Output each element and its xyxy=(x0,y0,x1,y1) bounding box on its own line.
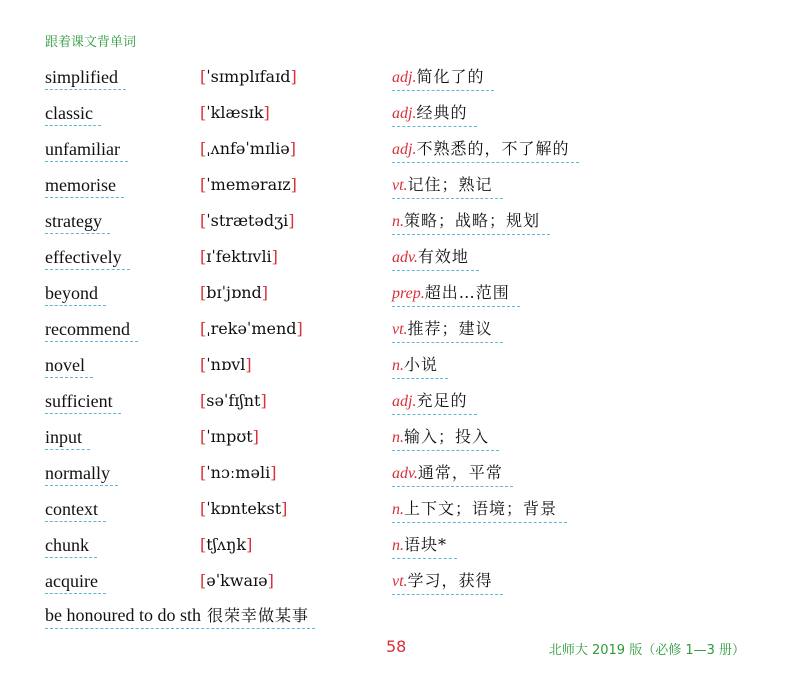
vocab-phonetic xyxy=(200,65,297,89)
vocab-row xyxy=(0,101,787,127)
phonetic-text: ˈsɪmplɪfaɪd xyxy=(206,67,291,86)
bracket-left: [ xyxy=(200,211,207,230)
vocab-phonetic xyxy=(200,461,276,485)
vocab-phonetic xyxy=(200,533,252,557)
vocab-meaning xyxy=(392,173,503,199)
vocab-word: recommend xyxy=(45,317,138,342)
vocab-meaning xyxy=(392,209,550,235)
meaning-text: 通常，平常 xyxy=(417,463,503,482)
bracket-left: [ xyxy=(200,571,207,590)
phonetic-text: səˈfɪʃnt xyxy=(206,391,261,410)
bracket-right: ] xyxy=(267,571,274,590)
vocab-phonetic xyxy=(200,425,259,449)
part-of-speech: prep. xyxy=(392,285,425,302)
phonetic-text: ˈkɒntekst xyxy=(206,499,282,518)
phrase-cn: 很荣幸做某事 xyxy=(206,606,309,625)
phonetic-text: ˈklæsɪk xyxy=(206,103,264,122)
part-of-speech: adj. xyxy=(392,393,417,410)
vocab-row xyxy=(0,461,787,487)
bracket-right: ] xyxy=(290,175,297,194)
part-of-speech: n. xyxy=(392,537,404,554)
vocab-meaning xyxy=(392,425,499,451)
phrase-line xyxy=(45,603,315,629)
phonetic-text: əˈkwaɪə xyxy=(206,571,268,590)
bracket-left: [ xyxy=(200,319,207,338)
phonetic-text: tʃʌŋk xyxy=(206,535,247,554)
vocab-meaning xyxy=(392,533,457,559)
vocab-word: strategy xyxy=(45,209,110,234)
bracket-left: [ xyxy=(200,427,207,446)
bracket-right: ] xyxy=(271,247,278,266)
bracket-left: [ xyxy=(200,499,207,518)
meaning-text: 策略；战略；规划 xyxy=(404,211,541,230)
vocab-word: context xyxy=(45,497,106,522)
meaning-text: 充足的 xyxy=(416,391,468,410)
meaning-text: 简化了的 xyxy=(416,67,485,86)
part-of-speech: n. xyxy=(392,501,404,518)
bracket-left: [ xyxy=(200,391,207,410)
vocab-row xyxy=(0,281,787,307)
bracket-left: [ xyxy=(200,139,207,158)
vocab-meaning xyxy=(392,569,503,595)
bracket-right: ] xyxy=(245,355,252,374)
vocab-row xyxy=(0,209,787,235)
part-of-speech: vt. xyxy=(392,573,408,590)
bracket-right: ] xyxy=(288,211,295,230)
meaning-text: 小说 xyxy=(404,355,439,374)
vocab-meaning xyxy=(392,101,477,127)
phonetic-text: ˈmeməraɪz xyxy=(206,175,291,194)
vocab-phonetic xyxy=(200,137,296,161)
bracket-right: ] xyxy=(246,535,253,554)
vocab-word: acquire xyxy=(45,569,106,594)
vocab-word: classic xyxy=(45,101,101,126)
phonetic-text: ˈnɒvl xyxy=(206,355,246,374)
vocab-word: memorise xyxy=(45,173,124,198)
phonetic-text: ɪˈfektɪvli xyxy=(206,247,272,266)
phonetic-text: ˈnɔːməli xyxy=(206,463,271,482)
vocab-meaning xyxy=(392,245,479,271)
section-header: 跟着课文背单词 xyxy=(45,35,137,50)
part-of-speech: adv. xyxy=(392,465,418,482)
vocab-word: beyond xyxy=(45,281,106,306)
vocab-phonetic xyxy=(200,101,270,125)
vocab-row xyxy=(0,173,787,199)
phrase-en: be honoured to do sth xyxy=(45,605,201,625)
vocab-word: sufficient xyxy=(45,389,121,414)
bracket-left: [ xyxy=(200,283,207,302)
vocab-phonetic xyxy=(200,317,303,341)
meaning-text: 输入；投入 xyxy=(404,427,490,446)
page-number: 58 xyxy=(386,637,407,656)
phonetic-text: ˌrekəˈmend xyxy=(206,319,297,338)
edition-label: 北师大 2019 版（必修 1—3 册） xyxy=(548,643,745,658)
meaning-text: 语块* xyxy=(404,535,448,554)
part-of-speech: n. xyxy=(392,429,404,446)
vocab-phonetic xyxy=(200,281,268,305)
vocab-meaning xyxy=(392,497,567,523)
vocab-row xyxy=(0,353,787,379)
bracket-right: ] xyxy=(281,499,288,518)
phonetic-text: ˈɪnpʊt xyxy=(206,427,253,446)
phonetic-text: bɪˈjɒnd xyxy=(206,283,262,302)
vocab-meaning xyxy=(392,389,477,415)
bracket-left: [ xyxy=(200,175,207,194)
vocab-meaning xyxy=(392,137,579,163)
vocab-row xyxy=(0,497,787,523)
vocab-row xyxy=(0,389,787,415)
vocab-row xyxy=(0,245,787,271)
vocab-word: chunk xyxy=(45,533,97,558)
vocab-meaning xyxy=(392,281,520,307)
bracket-left: [ xyxy=(200,247,207,266)
vocab-word: novel xyxy=(45,353,93,378)
bracket-right: ] xyxy=(270,463,277,482)
vocab-row xyxy=(0,317,787,343)
meaning-text: 不熟悉的，不了解的 xyxy=(416,139,570,158)
part-of-speech: adj. xyxy=(392,69,417,86)
bracket-left: [ xyxy=(200,535,207,554)
meaning-text: 有效地 xyxy=(417,247,469,266)
vocab-phonetic xyxy=(200,569,274,593)
vocab-word: unfamiliar xyxy=(45,137,128,162)
meaning-text: 上下文；语境；背景 xyxy=(404,499,558,518)
bracket-right: ] xyxy=(289,139,297,158)
meaning-text: 经典的 xyxy=(416,103,468,122)
part-of-speech: adv. xyxy=(392,249,418,266)
phonetic-text: ˈstrætədʒi xyxy=(206,211,289,230)
vocab-meaning xyxy=(392,65,494,91)
vocab-word: effectively xyxy=(45,245,130,270)
bracket-left: [ xyxy=(200,67,207,86)
bracket-left: [ xyxy=(200,463,207,482)
part-of-speech: adj. xyxy=(392,105,417,122)
vocab-phonetic xyxy=(200,173,297,197)
meaning-text: 学习，获得 xyxy=(407,571,493,590)
part-of-speech: vt. xyxy=(392,321,408,338)
meaning-text: 推荐；建议 xyxy=(407,319,493,338)
part-of-speech: n. xyxy=(392,213,404,230)
meaning-text: 记住；熟记 xyxy=(407,175,493,194)
vocab-row xyxy=(0,65,787,91)
bracket-left: [ xyxy=(200,103,207,122)
bracket-right: ] xyxy=(252,427,259,446)
vocab-word: input xyxy=(45,425,90,450)
part-of-speech: n. xyxy=(392,357,404,374)
vocab-word: simplified xyxy=(45,65,126,90)
vocab-row xyxy=(0,569,787,595)
vocab-row xyxy=(0,533,787,559)
bracket-left: [ xyxy=(200,355,207,374)
bracket-right: ] xyxy=(290,67,297,86)
part-of-speech: vt. xyxy=(392,177,408,194)
vocab-phonetic xyxy=(200,497,287,521)
phonetic-text: ˌʌnfəˈmɪliə xyxy=(206,139,290,158)
vocab-meaning xyxy=(392,461,513,487)
bracket-right: ] xyxy=(296,319,303,338)
vocab-meaning xyxy=(392,353,448,379)
meaning-text: 超出…范围 xyxy=(424,283,510,302)
vocab-phonetic xyxy=(200,209,295,233)
vocab-meaning xyxy=(392,317,503,343)
bracket-right: ] xyxy=(263,103,270,122)
vocab-word: normally xyxy=(45,461,118,486)
bracket-right: ] xyxy=(261,283,269,302)
part-of-speech: adj. xyxy=(392,141,417,158)
vocab-phonetic xyxy=(200,389,267,413)
vocab-phonetic xyxy=(200,353,252,377)
vocab-phonetic xyxy=(200,245,278,269)
bracket-right: ] xyxy=(260,391,267,410)
vocab-row xyxy=(0,425,787,451)
vocab-row xyxy=(0,137,787,163)
